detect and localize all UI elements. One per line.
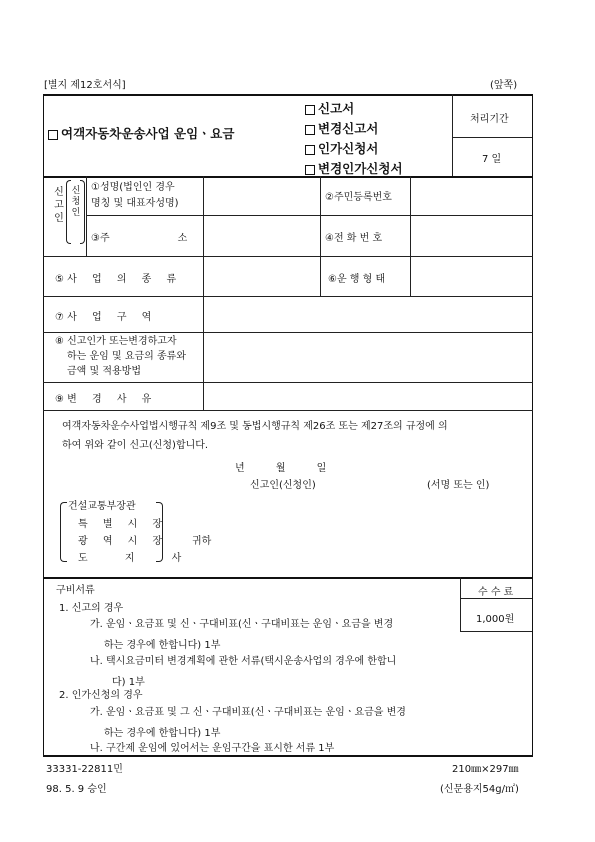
recipient-bracket-left [60, 502, 67, 562]
area-label: ⑦ 사 업 구 역 [55, 312, 158, 323]
page-side-label: (앞쪽) [490, 80, 518, 91]
fee-divider [460, 577, 461, 631]
frame-bottom [43, 755, 533, 757]
recipient-suffix: 귀하 [192, 536, 212, 547]
fare-type-label: ⑧ 신고인가 또는변경하고자 하는 운임 및 요금의 종류와 금액 및 적용방법 [55, 336, 186, 377]
id-number-field[interactable] [412, 178, 530, 213]
checkbox-approval [305, 145, 315, 155]
address-field[interactable] [205, 217, 317, 254]
footer-size: 210㎜×297㎜ [452, 764, 519, 775]
reason-value-col [203, 382, 204, 410]
docs-section-2: 2. 인가신청의 경우 [59, 690, 143, 701]
applicant-mid-col [320, 176, 321, 296]
phone-label: ④전 화 번 호 [325, 233, 383, 244]
reason-field[interactable] [205, 384, 530, 408]
docs-item-2b: 나. 구간제 운임에 있어서는 운임구간을 표시한 서류 1부 [90, 743, 335, 754]
fare-value-col [203, 332, 204, 382]
fare-type-field[interactable] [205, 334, 530, 380]
recipient-governor: 도 지 사 [78, 553, 199, 564]
footer-code: 33331-22811민 [46, 764, 123, 775]
checkbox-title[interactable] [48, 130, 58, 140]
operation-label: ⑥운 행 형 태 [328, 274, 386, 285]
business-type-field[interactable] [205, 258, 317, 294]
fee-bottom [460, 631, 532, 632]
frame-left [43, 94, 44, 578]
footer-paper: (신문용지54g/㎡) [440, 784, 519, 795]
name-label: ①성명(법인인 경우 명칭 및 대표자성명) [91, 182, 179, 209]
form-type-options [305, 99, 403, 179]
processing-divider [452, 94, 453, 176]
option-change-approval[interactable]: 변경인가신청서 [305, 159, 403, 179]
docs-frame-right [532, 577, 533, 755]
option-approval[interactable]: 인가신청서 [305, 139, 403, 159]
row-fare-top [43, 332, 533, 333]
option-change-report[interactable]: 변경신고서 [305, 119, 403, 139]
reason-label: ⑨ 변 경 사 유 [55, 394, 158, 405]
form-number: [별지 제12호서식] [44, 80, 126, 91]
applicant-row-split [86, 215, 532, 216]
phone-field[interactable] [412, 217, 530, 254]
recipient-metro-city: 광 역 시 장 [78, 536, 169, 547]
docs-item-2a: 가. 운임ㆍ요금표 및 그 신ㆍ구대비표(신ㆍ구대비표는 운임ㆍ요금을 변경 하는 경우에 한합니다) 1부 [90, 707, 406, 739]
docs-item-1a: 가. 운임ㆍ요금표 및 신ㆍ구대비표(신ㆍ구대비표는 운임ㆍ요금을 변경 하는 경우에 한합니다) 1부 [90, 619, 394, 651]
processing-label: 처리기간 [470, 114, 509, 125]
applicant-bracket-right [80, 180, 85, 244]
applicant-label-col [86, 176, 87, 256]
fee-amount: 1,000원 [476, 614, 515, 625]
row-area-top [43, 296, 533, 297]
fee-label: 수 수 료 [478, 587, 514, 598]
applicant-value-col2 [410, 176, 411, 296]
checkbox-change-approval [305, 165, 315, 175]
processing-value: 7 일 [482, 154, 502, 165]
name-field[interactable] [205, 178, 317, 213]
checkbox-report [305, 105, 315, 115]
signature-note: (서명 또는 인) [427, 480, 490, 491]
fee-split [460, 598, 532, 599]
business-value-col [203, 256, 204, 296]
checkbox-change-report [305, 125, 315, 135]
docs-frame-left [43, 577, 44, 755]
signer-label: 신고인(신청인) [250, 480, 316, 491]
form-title: 여객자동차운송사업 운임ㆍ요금 [48, 124, 234, 142]
docs-item-1b: 나. 택시요금미터 변경계획에 관한 서류(택시운송사업의 경우에 한합니 다) 1부 [90, 656, 397, 688]
recipient-special-city: 특 별 시 장 [78, 519, 169, 530]
statement-line1: 여객자동차운수사업법시행규칙 제9조 및 동법시행규칙 제26조 또는 제27조의 규정에 의 [62, 421, 448, 432]
option-report[interactable]: 신고서 [305, 99, 403, 119]
operation-field[interactable] [412, 258, 530, 294]
applicant-value-col1 [203, 176, 204, 256]
id-number-label: ②주민등록번호 [325, 192, 392, 203]
row-reason-bottom [43, 410, 533, 411]
recipient-minister: 건설교통부장관 [68, 501, 136, 512]
date-line: 년 월 일 [235, 463, 341, 474]
address-label: ③주 소 [91, 233, 188, 244]
frame-top [43, 94, 533, 96]
footer-approval: 98. 5. 9 승인 [46, 784, 107, 795]
area-field[interactable] [205, 298, 530, 330]
applicant-group-sub: 신청인 [71, 186, 81, 218]
area-value-col [203, 296, 204, 332]
docs-section-1: 1. 신고의 경우 [59, 603, 124, 614]
statement-line2: 하여 위와 같이 신고(신청)합니다. [62, 440, 209, 451]
row-business-top [43, 256, 533, 257]
business-type-label: ⑤ 사 업 의 종 류 [55, 274, 183, 285]
processing-split [452, 137, 532, 138]
frame-right [532, 94, 533, 578]
row-reason-top [43, 382, 533, 383]
applicant-group-label: 신고인 [54, 187, 64, 224]
docs-title: 구비서류 [56, 585, 95, 596]
